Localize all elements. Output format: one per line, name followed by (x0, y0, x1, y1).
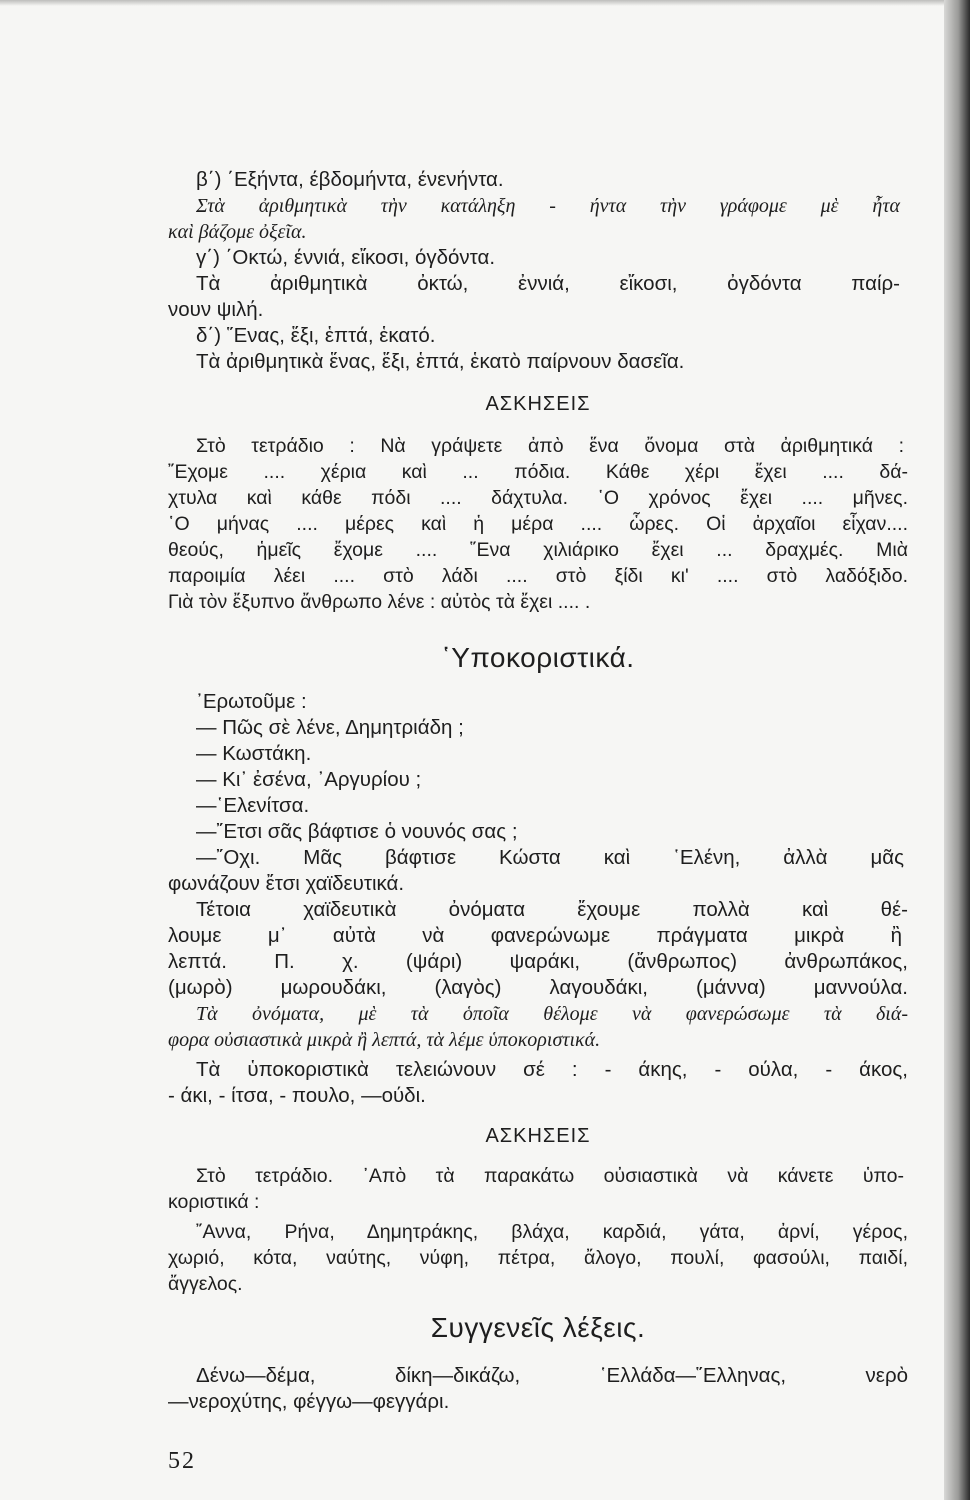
text-line: β΄) ΄Εξήντα, έβδομήντα, ένενήντα. (196, 168, 504, 191)
exercise-line: Γιὰ τὸν ἔξυπνο ἄνθρωπο λένε : αὐτὸς τὰ ἔχει .... . (168, 591, 591, 613)
exercise-line: ῎Εχομε .... χέρια καὶ ... πόδια. Κάθε χέρι ἔχει .... δά- (168, 461, 908, 483)
exercises-heading: ΑΣΚΗΣΕΙΣ (485, 393, 591, 415)
exercise-line: Στὸ τετράδιο : Νὰ γράψετε ἀπὸ ἕνα ὄνομα στὰ ἀριθμητικά : (196, 435, 904, 457)
exercise-line: Στὸ τετράδιο. ᾽Απὸ τὰ παρακάτω οὐσιαστικὰ νὰ κάνετε ὑπο- (196, 1165, 904, 1187)
exercise-line: ῎Αννα, Ρήνα, Δημητράκης, βλάχα, καρδιά, γάτα, ἀρνί, γέρος, (196, 1221, 908, 1243)
dialogue-line: — Κι᾽ ἐσένα, ᾽Αργυρίου ; (196, 768, 422, 791)
text-line: Τὰ ἀριθμητικὰ ἕνας, ἕξι, ἑπτά, ἑκατὸ παίρνουν δασεῖα. (196, 350, 685, 373)
dialogue-line: —῾Ελενίτσα. (196, 794, 310, 817)
exercises-heading: ΑΣΚΗΣΕΙΣ (485, 1125, 591, 1147)
text-line: Δένω—δέμα, δίκη—δικάζω, ῾Ελλάδα—῞Ελληνας, νερὸ (196, 1364, 908, 1387)
exercise-line: παροιμία λέει .... στὸ λάδι .... στὸ ξίδι κι' .... στὸ λαδόξιδο. (168, 565, 908, 587)
rule-line: καὶ βάζομε ὀξεῖα. (168, 221, 307, 243)
section-title-diminutives: ῾Υποκοριστικά. (441, 642, 635, 673)
dialogue-line: —῎Ετσι σᾶς βάφτισε ὁ νουνός σας ; (196, 820, 518, 843)
dialogue-line: — Κωστάκη. (196, 742, 312, 765)
exercise-line: θεούς, ἡμεῖς ἔχομε .... ῞Ενα χιλιάρικο ἔχει ... δραχμές. Μιὰ (168, 539, 908, 561)
exercise-line: κοριστικά : (168, 1191, 260, 1213)
dialogue-line: φωνάζουν ἔτσι χαϊδευτικά. (168, 872, 405, 895)
exercise-line: ῾Ο μήνας .... μέρες καὶ ἡ μέρα .... ὧρες. Οἱ ἀρχαῖοι εἶχαν.... (168, 513, 908, 535)
text-line: —νεροχύτης, φέγγω—φεγγάρι. (168, 1390, 450, 1413)
rule-line: Τὰ ὀνόματα, μὲ τὰ ὁποῖα θέλομε νὰ φανερώσωμε τὰ διά- (196, 1003, 908, 1025)
text-line: λουμε μ᾽ αὐτὰ νὰ φανερώνωμε πράγματα μικρὰ ἢ (168, 924, 902, 947)
text-line: (μωρὸ) μωρουδάκι, (λαγὸς) λαγουδάκι, (μάννα) μαννούλα. (168, 976, 908, 999)
rule-line: Στὰ ἀριθμητικὰ τὴν κατάληξη - ήντα τὴν γράφομε μὲ ἦτα (196, 195, 900, 217)
dialogue-line: —῎Οχι. Μᾶς βάφτισε Κώστα καὶ ῾Ελένη, ἀλλὰ μᾶς (196, 846, 904, 869)
section-title-related-words: Συγγενεῖς λέξεις. (430, 1312, 646, 1343)
text-line: γ΄) ΄Οκτώ, έννιά, εἴκοσι, όγδόντα. (196, 246, 496, 269)
text-line: νουν ψιλή. (168, 298, 264, 321)
text-line: Τέτοια χαϊδευτικὰ ὀνόματα ἔχουμε πολλὰ καὶ θέ- (196, 898, 908, 921)
exercise-line: χωριό, κότα, ναύτης, νύφη, πέτρα, ἄλογο, πουλί, φασούλι, παιδί, (168, 1247, 908, 1269)
text-line: Τὰ ὑποκοριστικὰ τελειώνουν σέ : - άκης, - ούλα, - άκος, (196, 1058, 908, 1081)
dialogue-line: ᾽Ερωτοῦμε : (196, 690, 307, 713)
exercise-line: χτυλα καὶ κάθε πόδι .... δάχτυλα. ῾Ο χρόνος ἔχει .... μῆνες. (168, 487, 908, 509)
text-line: - άκι, - ίτσα, - πουλο, —ούδι. (168, 1084, 426, 1107)
text-line: Τὰ ἀριθμητικὰ ὀκτώ, ἐννιά, εἴκοσι, ὀγδόντα παίρ- (196, 272, 900, 295)
text-line: λεπτά. Π. χ. (ψάρι) ψαράκι, (ἄνθρωπος) ἀνθρωπάκος, (168, 950, 908, 973)
page-number: 52 (168, 1448, 196, 1474)
text-line: δ΄) ῞Ενας, ἕξι, ἑπτά, ἑκατό. (196, 324, 436, 347)
rule-line: φορα οὐσιαστικὰ μικρὰ ἢ λεπτά, τὰ λέμε ὑποκοριστικά. (168, 1029, 601, 1051)
exercise-line: ἄγγελος. (168, 1273, 243, 1295)
dialogue-line: — Πῶς σὲ λένε, Δημητριάδη ; (196, 716, 464, 739)
